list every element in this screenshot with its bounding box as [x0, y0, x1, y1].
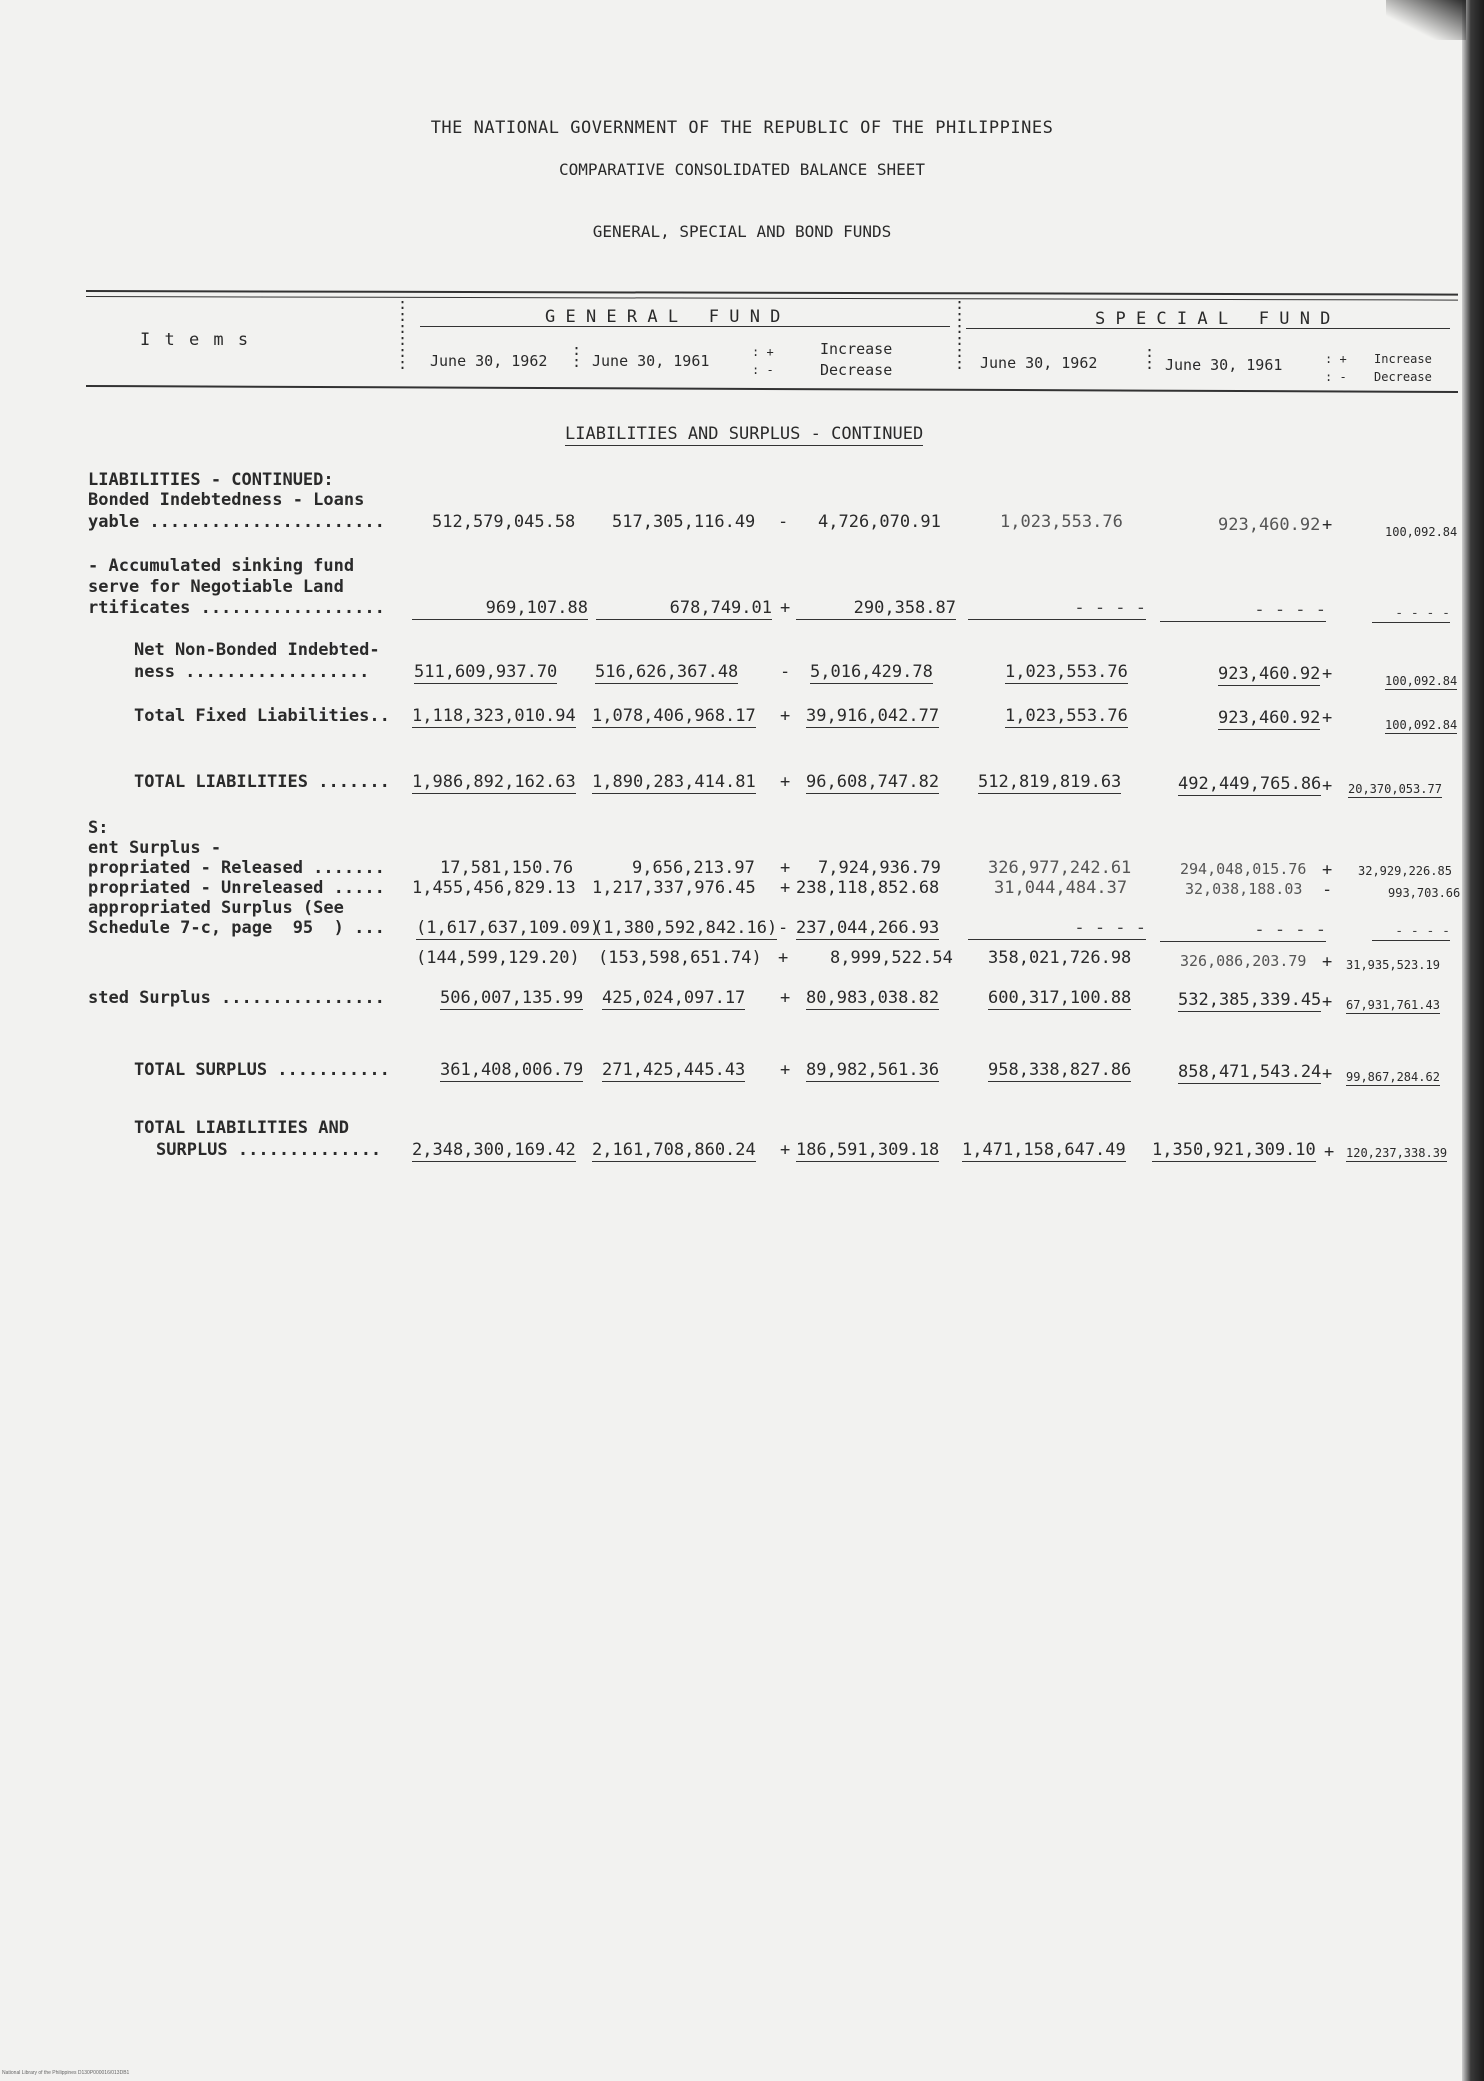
total-liabilities-g62: 1,986,892,162.63 — [412, 772, 576, 792]
total-liabilities-label: TOTAL LIABILITIES ....... — [134, 772, 390, 792]
unappropriated-s62-dash — [968, 918, 1146, 940]
surplus-head: S: — [88, 818, 109, 838]
unreleased-g62: 1,455,456,829.13 — [412, 878, 576, 898]
subtotal-gdiff: 8,999,522.54 — [830, 948, 953, 968]
sinking-g62-value: 969,107.88 — [485, 598, 588, 618]
sinking-s62-dash-text: - - - - — [1074, 598, 1146, 618]
special-date-1961: June 30, 1961 — [1165, 356, 1283, 374]
special-fund-header: S P E C I A L F U N D — [1095, 309, 1331, 329]
current-surplus-label: ent Surplus - — [88, 838, 222, 858]
general-date-1962: June 30, 1962 — [430, 352, 548, 370]
unappropriated-label-1: appropriated Surplus (See — [88, 898, 344, 918]
total-fixed-s62: 1,023,553.76 — [1005, 706, 1128, 726]
total-liabilities-g61: 1,890,283,414.81 — [592, 772, 756, 792]
released-g62: 17,581,150.76 — [440, 858, 574, 878]
sinking-sdiff-dash-text: - - - - — [1395, 606, 1450, 621]
total-fixed-ssign: + — [1322, 708, 1333, 728]
invested-gdiff: 80,983,038.82 — [806, 988, 940, 1008]
general-plus-mark: : + — [752, 345, 774, 359]
total-fixed-g62: 1,118,323,010.94 — [412, 706, 576, 726]
corner-shadow — [1386, 0, 1466, 40]
total-surplus-s61: 858,471,543.24 — [1178, 1062, 1322, 1082]
grand-total-label-1: TOTAL LIABILITIES AND — [134, 1118, 349, 1138]
released-s62: 326,977,242.61 — [988, 858, 1132, 878]
nonbonded-ssign: + — [1322, 664, 1333, 684]
unappropriated-s61-dash-text: - - - - — [1254, 920, 1326, 940]
total-surplus-g62: 361,408,006.79 — [440, 1060, 584, 1080]
sinking-label-1: - Accumulated sinking fund — [88, 556, 355, 576]
unreleased-label: propriated - Unreleased ..... — [88, 878, 385, 898]
sinking-s61-dash-text: - - - - — [1254, 600, 1326, 620]
grand-total-label-2: SURPLUS .............. — [156, 1140, 382, 1160]
subtotal-ssign: + — [1322, 952, 1333, 972]
grand-total-g61: 2,161,708,860.24 — [592, 1140, 756, 1160]
report-subtitle: COMPARATIVE CONSOLIDATED BALANCE SHEET — [558, 160, 926, 179]
sinking-label-3: rtificates .................. — [88, 598, 385, 618]
invested-s62: 600,317,100.88 — [988, 988, 1132, 1008]
released-ssign: + — [1322, 860, 1333, 880]
footer-credit: National Library of the Philippines D130P000016/013DB1 — [2, 2070, 130, 2076]
sinking-g61 — [596, 598, 772, 620]
sinking-g62 — [412, 598, 588, 620]
total-fixed-gsign: + — [780, 706, 791, 726]
released-sdiff: 32,929,226.85 — [1358, 864, 1452, 878]
bonded-gsign: - — [778, 512, 789, 532]
bonded-ssign: + — [1322, 515, 1333, 535]
header-rule-top — [86, 290, 1458, 296]
general-increase-label: Increase — [820, 340, 893, 358]
items-column-header: I t e m s — [140, 330, 251, 350]
unreleased-g61: 1,217,337,976.45 — [592, 878, 756, 898]
unreleased-s61: 32,038,188.03 — [1185, 880, 1303, 898]
invested-sdiff: 67,931,761.43 — [1346, 998, 1440, 1012]
bonded-g61: 517,305,116.49 — [612, 512, 756, 532]
grand-total-ssign: + — [1324, 1142, 1335, 1162]
total-surplus-gdiff: 89,982,561.36 — [806, 1060, 940, 1080]
col-sep-items: : : : : : : — [398, 295, 408, 373]
grand-total-gdiff: 186,591,309.18 — [796, 1140, 940, 1160]
special-date-sep: : : — [1145, 343, 1155, 373]
nonbonded-gdiff: 5,016,429.78 — [810, 662, 933, 682]
grand-total-s62: 1,471,158,647.49 — [962, 1140, 1126, 1160]
nonbonded-label-2: ness .................. — [134, 662, 370, 682]
subtotal-g61: (153,598,651.74) — [598, 948, 762, 968]
invested-label: sted Surplus ................ — [88, 988, 385, 1008]
header-rule-top2 — [86, 296, 1458, 301]
total-fixed-g61: 1,078,406,968.17 — [592, 706, 756, 726]
general-decrease-label: Decrease — [820, 361, 893, 379]
general-minus-mark: : - — [752, 363, 774, 377]
sinking-label-2: serve for Negotiable Land — [88, 577, 344, 597]
special-date-1962: June 30, 1962 — [980, 354, 1098, 372]
grand-total-g62: 2,348,300,169.42 — [412, 1140, 576, 1160]
unappropriated-s61-dash — [1160, 920, 1326, 942]
total-liabilities-gsign: + — [780, 772, 791, 792]
subtotal-s62: 358,021,726.98 — [988, 948, 1132, 968]
general-date-sep: : : — [572, 341, 582, 371]
special-decrease-label: Decrease — [1374, 370, 1432, 384]
unreleased-sdiff: 993,703.66 — [1388, 886, 1461, 900]
total-liabilities-ssign: + — [1322, 776, 1333, 796]
unreleased-ssign: - — [1322, 880, 1333, 900]
general-fund-header: G E N E R A L F U N D — [545, 307, 781, 327]
unreleased-s62: 31,044,484.37 — [994, 878, 1128, 898]
total-fixed-gdiff: 39,916,042.77 — [806, 706, 940, 726]
total-liabilities-gdiff: 96,608,747.82 — [806, 772, 940, 792]
bonded-s62: 1,023,553.76 — [1000, 512, 1123, 532]
unappropriated-s62-dash-text: - - - - — [1074, 918, 1146, 938]
unappropriated-gsign: - — [778, 918, 789, 938]
sinking-g61-value: 678,749.01 — [669, 598, 772, 618]
page-edge — [1462, 0, 1484, 2081]
subtotal-sdiff: 31,935,523.19 — [1346, 958, 1440, 972]
nonbonded-g62: 511,609,937.70 — [414, 662, 558, 682]
total-surplus-sdiff: 99,867,284.62 — [1346, 1070, 1440, 1084]
unappropriated-g62: (1,617,637,109.09) — [416, 918, 601, 938]
grand-total-s61: 1,350,921,309.10 — [1152, 1140, 1316, 1160]
unappropriated-sdiff-dash-text: - - - - — [1395, 924, 1450, 939]
unreleased-gsign: + — [780, 878, 791, 898]
sinking-gsign: + — [780, 598, 791, 618]
subtotal-g62: (144,599,129.20) — [416, 948, 580, 968]
report-funds: GENERAL, SPECIAL AND BOND FUNDS — [592, 222, 892, 241]
bonded-sdiff: 100,092.84 — [1385, 525, 1458, 539]
unappropriated-sdiff-dash — [1372, 924, 1450, 941]
sinking-s61-dash — [1160, 600, 1326, 622]
total-liabilities-s61: 492,449,765.86 — [1178, 774, 1322, 794]
released-s61: 294,048,015.76 — [1180, 860, 1307, 878]
total-surplus-ssign: + — [1322, 1064, 1333, 1084]
special-plus-mark: : + — [1325, 352, 1347, 366]
header-rule-bottom — [86, 385, 1458, 393]
bonded-g62: 512,579,045.58 — [432, 512, 576, 532]
liabilities-continued-label: LIABILITIES - CONTINUED: — [88, 470, 334, 490]
sinking-gdiff-value: 290,358.87 — [853, 598, 956, 618]
invested-ssign: + — [1322, 992, 1333, 1012]
invested-g61: 425,024,097.17 — [602, 988, 746, 1008]
invested-gsign: + — [780, 988, 791, 1008]
nonbonded-label-1: Net Non-Bonded Indebted- — [134, 640, 380, 660]
total-fixed-sdiff: 100,092.84 — [1385, 718, 1458, 732]
sinking-gdiff — [796, 598, 956, 620]
released-gdiff: 7,924,936.79 — [818, 858, 941, 878]
unappropriated-gdiff: 237,044,266.93 — [796, 918, 940, 938]
bonded-s61: 923,460.92 — [1218, 515, 1321, 535]
total-surplus-g61: 271,425,445.43 — [602, 1060, 746, 1080]
nonbonded-s61: 923,460.92 — [1218, 664, 1321, 684]
total-surplus-s62: 958,338,827.86 — [988, 1060, 1132, 1080]
subtotal-s61: 326,086,203.79 — [1180, 952, 1307, 970]
sinking-sdiff-dash — [1372, 606, 1450, 623]
invested-s61: 532,385,339.45 — [1178, 990, 1322, 1010]
total-liabilities-s62: 512,819,819.63 — [978, 772, 1122, 792]
unappropriated-label-2: Schedule 7-c, page 95 ) ... — [88, 918, 385, 938]
special-minus-mark: : - — [1325, 370, 1347, 384]
total-surplus-label: TOTAL SURPLUS ........... — [134, 1060, 390, 1080]
nonbonded-gsign: - — [780, 662, 791, 682]
nonbonded-s62: 1,023,553.76 — [1005, 662, 1128, 682]
col-sep-fund: : : : : : : — [955, 295, 965, 373]
bonded-label-2: yable ....................... — [88, 512, 385, 532]
total-liabilities-sdiff: 20,370,053.77 — [1348, 782, 1442, 796]
bonded-label-1: Bonded Indebtedness - Loans — [88, 490, 365, 510]
sinking-s62-dash — [968, 598, 1146, 620]
grand-total-gsign: + — [780, 1140, 791, 1160]
total-fixed-label: Total Fixed Liabilities.. — [134, 706, 390, 726]
special-increase-label: Increase — [1374, 352, 1432, 366]
released-g61: 9,656,213.97 — [632, 858, 755, 878]
released-gsign: + — [780, 858, 791, 878]
section-title: LIABILITIES AND SURPLUS - CONTINUED — [565, 424, 924, 444]
general-date-1961: June 30, 1961 — [592, 352, 710, 370]
total-surplus-gsign: + — [780, 1060, 791, 1080]
total-fixed-s61: 923,460.92 — [1218, 708, 1321, 728]
report-title: THE NATIONAL GOVERNMENT OF THE REPUBLIC OF THE PHILIPPINES — [430, 118, 1054, 138]
unappropriated-g61: (1,380,592,842.16) — [593, 918, 778, 938]
released-label: propriated - Released ....... — [88, 858, 385, 878]
grand-total-sdiff: 120,237,338.39 — [1346, 1146, 1448, 1160]
unreleased-gdiff: 238,118,852.68 — [796, 878, 940, 898]
nonbonded-g61: 516,626,367.48 — [595, 662, 739, 682]
invested-g62: 506,007,135.99 — [440, 988, 584, 1008]
subtotal-gsign: + — [778, 948, 789, 968]
bonded-gdiff: 4,726,070.91 — [818, 512, 941, 532]
nonbonded-sdiff: 100,092.84 — [1385, 674, 1458, 688]
